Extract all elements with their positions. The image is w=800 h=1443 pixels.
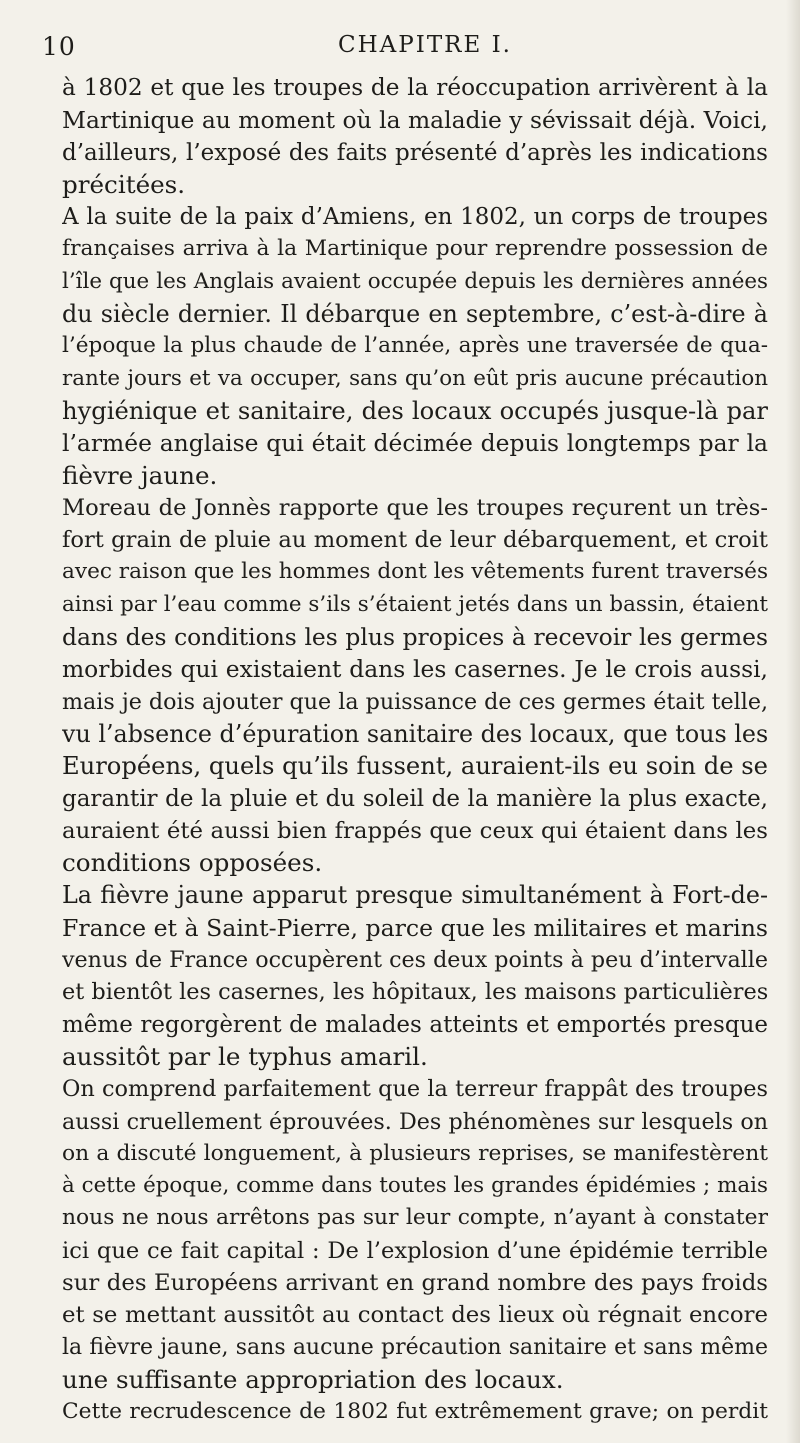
text-line: mais je dois ajouter que la puissance de ces germes était telle, <box>62 688 768 715</box>
text-line: avec raison que les hommes dont les vêtements furent traversés <box>62 559 768 585</box>
text-line: à cette époque, comme dans toutes les grandes épidémies ; mais <box>62 1173 768 1199</box>
text-line: sur des Européens arrivant en grand nombre des pays froids <box>62 1269 768 1296</box>
page-number: 10 <box>42 32 76 61</box>
text-line: France et à Saint-Pierre, parce que les militaires et marins <box>62 913 768 942</box>
text-line: venus de France occupèrent ces deux points à peu d’intervalle <box>62 947 768 974</box>
text-line: hygiénique et sanitaire, des locaux occupés jusque-là par <box>62 396 768 425</box>
text-line: Cette recrudescence de 1802 fut extrêmement grave; on perdit <box>62 1399 768 1425</box>
text-line: Européens, quels qu’ils fussent, auraient-ils eu soin de se <box>62 752 768 781</box>
page-edge-shadow <box>786 0 800 1443</box>
chapter-title: CHAPITRE I. <box>338 32 512 58</box>
text-line: dans des conditions les plus propices à recevoir les germes <box>62 623 768 652</box>
text-line: morbides qui existaient dans les casernes. Je le crois aussi, <box>62 655 768 684</box>
text-line: du siècle dernier. Il débarque en septembre, c’est-à-dire à <box>62 300 768 329</box>
running-head <box>42 28 762 64</box>
text-line: françaises arriva à la Martinique pour reprendre possession de <box>62 236 768 262</box>
text-line: et se mettant aussitôt au contact des lieux où régnait encore <box>62 1302 768 1329</box>
text-line: d’ailleurs, l’exposé des faits présenté d’après les indications <box>62 139 768 166</box>
text-line: ici que ce fait capital : De l’explosion d’une épidémie terrible <box>62 1237 768 1264</box>
text-line: On comprend parfaitement que la terreur frappât des troupes <box>62 1076 768 1103</box>
text-line: Martinique au moment où la maladie y sévissait déjà. Voici, <box>62 106 768 135</box>
text-line: l’armée anglaise qui était décimée depuis longtemps par la <box>62 429 768 458</box>
text-line: rante jours et va occuper, sans qu’on eût pris aucune précaution <box>62 365 768 391</box>
text-line: à 1802 et que les troupes de la réoccupation arrivèrent à la <box>62 74 768 101</box>
body-text <box>62 72 768 1428</box>
text-line: A la suite de la paix d’Amiens, en 1802, un corps de troupes <box>62 204 768 231</box>
text-line: l’île que les Anglais avaient occupée depuis les dernières années <box>62 268 768 294</box>
text-line: on a discuté longuement, à plusieurs reprises, se manifestèrent <box>62 1140 768 1166</box>
text-line: fièvre jaune. <box>62 460 218 490</box>
text-line: la fièvre jaune, sans aucune précaution sanitaire et sans même <box>62 1334 768 1360</box>
text-line: même regorgèrent de malades atteints et emportés presque <box>62 1011 768 1038</box>
text-line: et bientôt les casernes, les hôpitaux, les maisons particulières <box>62 979 768 1006</box>
text-line: l’époque la plus chaude de l’année, après une traversée de qua- <box>62 333 768 359</box>
text-line: nous ne nous arrêtons pas sur leur compte, n’ayant à constater <box>62 1205 768 1231</box>
text-line: conditions opposées. <box>62 848 323 878</box>
text-line: garantir de la pluie et du soleil de la manière la plus exacte, <box>62 785 768 812</box>
text-line: vu l’absence d’épuration sanitaire des locaux, que tous les <box>62 719 768 748</box>
text-line: une suffisante appropriation des locaux. <box>62 1364 564 1394</box>
text-line: auraient été aussi bien frappés que ceux qui étaient dans les <box>62 817 768 844</box>
text-line: précitées. <box>62 169 186 199</box>
text-line: aussi cruellement éprouvées. Des phénomènes sur lesquels on <box>62 1108 768 1135</box>
text-line: Moreau de Jonnès rapporte que les troupes reçurent un très- <box>62 494 768 521</box>
text-line: La fièvre jaune apparut presque simultanément à Fort-de- <box>62 881 768 910</box>
text-line: aussitôt par le typhus amaril. <box>62 1041 428 1071</box>
text-line: ainsi par l’eau comme s’ils s’étaient jetés dans un bassin, étaient <box>62 591 768 617</box>
text-line: fort grain de pluie au moment de leur débarquement, et croit <box>62 527 768 554</box>
